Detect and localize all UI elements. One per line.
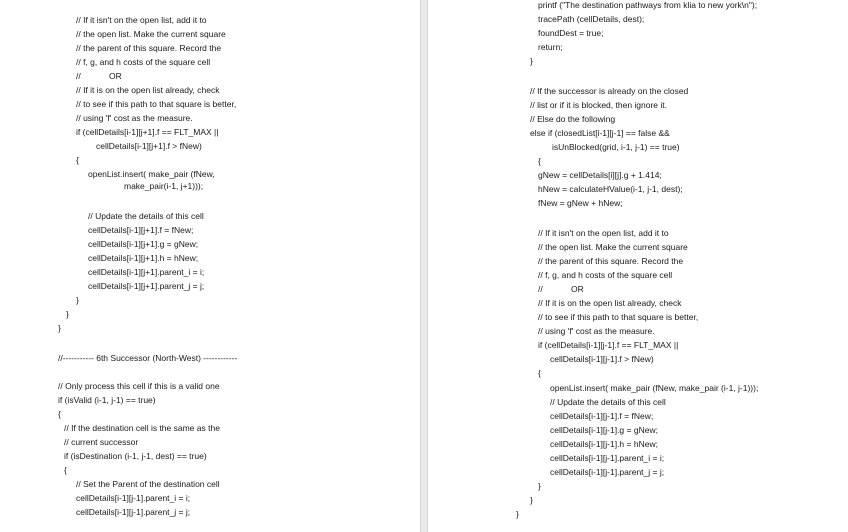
right-code-line: // Else do the following (530, 114, 616, 124)
left-code-line: cellDetails[i-1][j+1].f > fNew) (96, 141, 202, 151)
right-code-line: cellDetails[i-1][j-1].parent_i = i; (550, 453, 665, 463)
right-code-line: cellDetails[i-1][j-1].parent_j = j; (550, 467, 665, 477)
right-code-line: // If the successor is already on the closed (530, 86, 689, 96)
left-code-line: // using 'f' cost as the measure. (76, 113, 193, 123)
right-code-line: } (538, 481, 541, 491)
right-code-line: if (cellDetails[i-1][j-1].f == FLT_MAX || (538, 340, 679, 350)
left-code-line: cellDetails[i-1][j+1].parent_i = i; (88, 267, 205, 277)
right-code-line: printf ("The destination pathways from klia to new york\n"); (538, 0, 758, 10)
left-code-line: // Set the Parent of the destination cell (76, 479, 220, 489)
left-code-line: } (66, 309, 69, 319)
right-code-line: // If it is on the open list already, check (538, 298, 682, 308)
left-code-line: cellDetails[i-1][j+1].parent_j = j; (88, 281, 205, 291)
right-code-line: // f, g, and h costs of the square cell (538, 270, 673, 280)
right-code-line: cellDetails[i-1][j-1].f > fNew) (550, 354, 654, 364)
right-code-line: openList.insert( make_pair (fNew, make_pair (i-1, j-1))); (550, 383, 759, 393)
document-page-left (0, 0, 420, 532)
left-code-line: // Only process this cell if this is a valid one (58, 381, 220, 391)
left-code-line: cellDetails[i-1][j+1].f = fNew; (88, 225, 194, 235)
right-code-line: gNew = cellDetails[i][j].g + 1.414; (538, 170, 662, 180)
right-code-line: cellDetails[i-1][j-1].h = hNew; (550, 439, 658, 449)
left-code-line: // to see if this path to that square is better, (76, 99, 237, 109)
right-code-line: tracePath (cellDetails, dest); (538, 14, 645, 24)
right-code-line: fNew = gNew + hNew; (538, 198, 623, 208)
left-code-line: cellDetails[i-1][j+1].g = gNew; (88, 239, 199, 249)
left-code-line: if (isValid (i-1, j-1) == true) (58, 395, 156, 405)
left-code-line: if (isDestination (i-1, j-1, dest) == true) (64, 451, 207, 461)
left-code-line: // the open list. Make the current square (76, 29, 226, 39)
right-code-line: } (530, 56, 533, 66)
left-code-line: // If it isn't on the open list, add it to (76, 15, 207, 25)
left-code-line: // If the destination cell is the same as the (64, 423, 220, 433)
right-code-line: return; (538, 42, 563, 52)
right-code-line: else if (closedList[i-1][j-1] == false && (530, 128, 670, 138)
document-page-right (428, 0, 848, 532)
left-code-line: // If it is on the open list already, check (76, 85, 220, 95)
right-code-line: // OR (538, 284, 584, 294)
right-code-line: cellDetails[i-1][j-1].f = fNew; (550, 411, 654, 421)
left-code-line: } (76, 295, 79, 305)
left-code-line: //----------- 6th Successor (North-West) ------------ (58, 353, 238, 363)
left-code-line: // the parent of this square. Record the (76, 43, 222, 53)
left-code-line: // OR (76, 71, 122, 81)
right-code-line: hNew = calculateHValue(i-1, j-1, dest); (538, 184, 683, 194)
left-code-line: // f, g, and h costs of the square cell (76, 57, 211, 67)
right-code-line: { (538, 156, 541, 166)
right-code-line: } (530, 495, 533, 505)
left-code-line: cellDetails[i-1][j-1].parent_j = j; (76, 507, 191, 517)
right-code-line: // list or if it is blocked, then ignore it. (530, 100, 668, 110)
right-code-line: // using 'f' cost as the measure. (538, 326, 655, 336)
left-code-line: if (cellDetails[i-1][j+1].f == FLT_MAX || (76, 127, 219, 137)
right-code-line: // If it isn't on the open list, add it to (538, 228, 669, 238)
right-code-line: } (516, 509, 519, 519)
right-code-line: // Update the details of this cell (550, 397, 666, 407)
left-code-line: cellDetails[i-1][j+1].h = hNew; (88, 253, 199, 263)
right-code-line: // the parent of this square. Record the (538, 256, 684, 266)
right-code-line: isUnBlocked(grid, i-1, j-1) == true) (552, 142, 680, 152)
left-code-line: make_pair(i-1, j+1))); (124, 181, 204, 191)
left-code-line: // Update the details of this cell (88, 211, 204, 221)
right-code-line: foundDest = true; (538, 28, 604, 38)
left-code-line: { (76, 155, 79, 165)
right-code-line: // to see if this path to that square is better, (538, 312, 699, 322)
left-code-line: } (58, 323, 61, 333)
left-code-line: { (58, 409, 61, 419)
left-code-line: cellDetails[i-1][j-1].parent_i = i; (76, 493, 191, 503)
right-code-line: { (538, 368, 541, 378)
right-code-line: cellDetails[i-1][j-1].g = gNew; (550, 425, 658, 435)
left-code-line: openList.insert( make_pair (fNew, (88, 169, 215, 179)
right-code-line: // the open list. Make the current square (538, 242, 688, 252)
left-code-line: { (64, 465, 67, 475)
left-code-line: // current successor (64, 437, 139, 447)
